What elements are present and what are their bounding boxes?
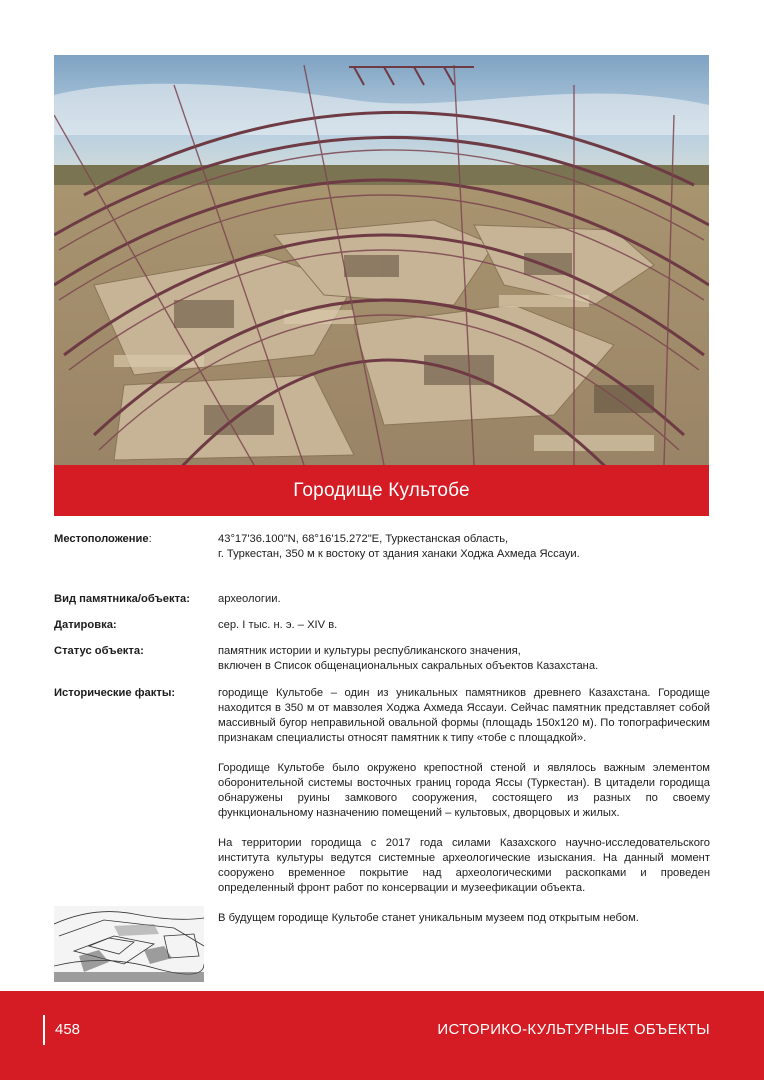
type-value [218, 592, 710, 607]
location-line-2: г. Туркестан, 350 м к востоку от здания ханаки Ходжа Ахмеда Яссауи. [218, 548, 580, 560]
location-label: Местоположение: [54, 533, 152, 545]
type-label: Вид памятника/объекта: [54, 593, 190, 605]
site-photo [54, 55, 709, 465]
excavation-photo-illustration [54, 55, 709, 465]
location-value [218, 532, 710, 562]
facts-paragraph: Городище Культобе было окружено крепостной стеной и являлось важным элементом оборонительной системы восточных границ города Яссы (Туркестан). В цитадели городища обнаружены руины замкового сооружения, состоящего из разных по своему функциональному назначению помещений – культовых, дворцовых и жилых. [218, 762, 710, 819]
status-line-1: памятник истории и культуры республиканского значения, [218, 645, 521, 657]
info-table [54, 532, 710, 926]
location-line-1: 43°17'36.100"N, 68°16'15.272"E, Туркестанская область, [218, 533, 509, 545]
status-label: Статус объекта: [54, 645, 144, 657]
page-title: Городище Культобе [293, 479, 470, 501]
dating-line: сер. I тыс. н. э. – XIV в. [218, 619, 338, 631]
facts-paragraph: городище Культобе – один из уникальных памятников древнего Казахстана. Городище находится в 350 м от мавзолея Ходжа Ахмеда Яссауи. Сейчас памятник представляет собой массивный бугор неправильной овальной формы (площадь 150x120 м). По топографическим признакам специалисты относят памятник к типу «тобе с площадкой». [218, 687, 710, 744]
dating-row [54, 618, 710, 644]
facts-label: Исторические факты: [54, 687, 176, 699]
sketch-illustration [54, 906, 204, 982]
page-title-bar [54, 465, 709, 516]
facts-value [218, 686, 710, 926]
status-value [218, 644, 710, 674]
type-line: археологии. [218, 593, 281, 605]
type-row [54, 592, 710, 618]
dating-value [218, 618, 710, 633]
location-row [54, 532, 710, 592]
page-number: 458 [55, 1021, 81, 1038]
reconstruction-sketch [54, 906, 204, 982]
page-footer [0, 991, 764, 1080]
status-row [54, 644, 710, 686]
status-line-2: включен в Список общенациональных сакральных объектов Казахстана. [218, 660, 599, 672]
facts-paragraph: На территории городища с 2017 года силами Казахского научно-исследовательского института культуры ведутся системные археологические изыскания. На данный момент сооружено временное покрытие над археологическими раскопками и проведен определенный фронт работ по консервации и музеефикации объекта. [218, 837, 710, 894]
facts-paragraph: В будущем городище Культобе станет уникальным музеем под открытым небом. [218, 912, 639, 924]
footer-divider [43, 1015, 45, 1045]
section-title: ИСТОРИКО-КУЛЬТУРНЫЕ ОБЪЕКТЫ [437, 1021, 710, 1038]
dating-label: Датировка: [54, 619, 117, 631]
facts-row [54, 686, 710, 926]
